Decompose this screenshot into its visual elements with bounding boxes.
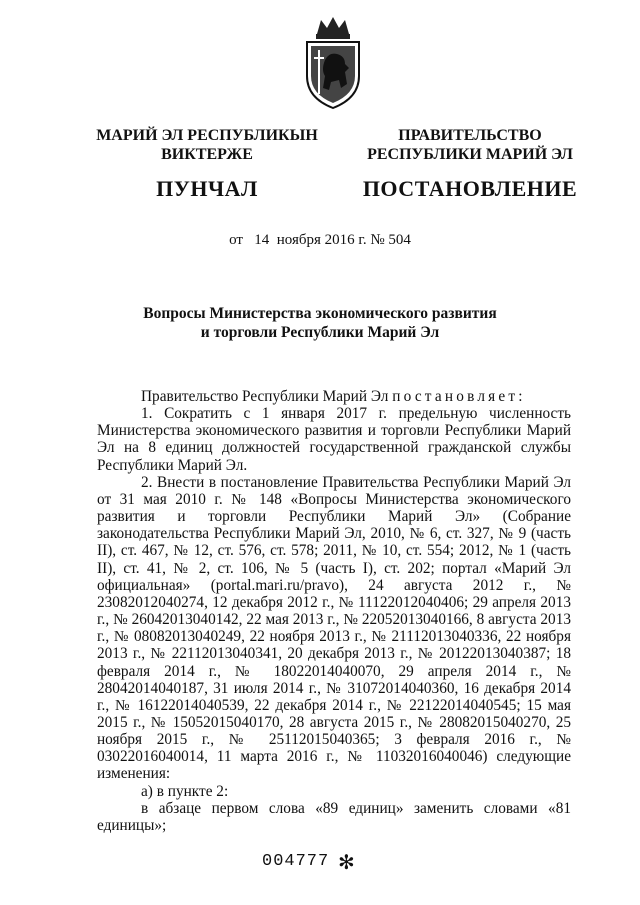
header-right-doc-type: ПОСТАНОВЛЕНИЕ bbox=[362, 176, 578, 201]
header-right-line2: РЕСПУБЛИКИ МАРИЙ ЭЛ bbox=[367, 146, 573, 163]
asterisk-mark-icon: ✻ bbox=[338, 852, 355, 874]
date-rest: ноября 2016 г. № 504 bbox=[276, 232, 411, 248]
header-left-line2: ВИКТЕРЖЕ bbox=[161, 146, 253, 163]
document-date bbox=[0, 232, 640, 249]
header-russian-block bbox=[345, 126, 595, 202]
date-prefix: от bbox=[229, 232, 243, 248]
paragraph-2: 2. Внести в постановление Правительства Республики Марий Эл от 31 мая 2010 г. № 148 «Вопросы Министерства экономического развития и торговли Республики Марий Эл» (Собрание законодательства Республики Марий Эл, 2010, № 6, ст. 327, № 9 (часть II), ст. 467, № 12, ст. 576, ст. 578; 2011, № 10, ст. 554; 2012, № 1 (часть II), ст. 41, № 2, ст. 106, № 5 (часть I), ст. 202; портал «Марий Эл официальная» (portal.mari.ru/pravo), 24 августа 2012 г., № 23082012040274, 12 декабря 2012 г., № 11122012040406; 29 апреля 2013 г., № 26042013040142, 22 мая 2013 г., № 22052013040166, 8 августа 2013 г., № 08082013040249, 22 ноября 2013 г., № 21112013040336, 22 ноября 2013 г., № 22112013040341, 20 декабря 2013 г., № 20122013040387; 18 февраля 2014 г., № 18022014040070, 29 апреля 2014 г., № 28042014040187, 31 июля 2014 г., № 31072014040360, 16 декабря 2014 г., № 16122014040539, 22 декабря 2014 г., № 22122014040545; 15 мая 2015 г., № 15052015040170, 28 августа 2015 г., № 28082015040270, 25 ноября 2015 г., № 25112015040365; 3 февраля 2016 г., № 03022016040014, 11 марта 2016 г., № 11032016040046) следующие изменения: bbox=[97, 473, 571, 783]
title-line1: Вопросы Министерства экономического развития bbox=[143, 305, 497, 322]
document-title bbox=[80, 304, 560, 342]
preamble bbox=[97, 388, 571, 405]
serial-number-stamp: 004777 bbox=[262, 852, 330, 871]
header-mari-block bbox=[82, 126, 332, 202]
preamble-decree-word: постановляет: bbox=[392, 388, 526, 405]
paragraph-4: в абзаце первом слова «89 единиц» заменить словами «81 единицы»; bbox=[97, 799, 571, 834]
header-left-doc-type: ПУНЧАЛ bbox=[156, 176, 258, 201]
title-line2: и торговли Республики Марий Эл bbox=[200, 324, 440, 341]
header-right-line1: ПРАВИТЕЛЬСТВО bbox=[398, 127, 542, 144]
preamble-text: Правительство Республики Марий Эл bbox=[141, 388, 393, 405]
coat-of-arms-icon bbox=[299, 14, 367, 110]
paragraph-3: а) в пункте 2: bbox=[141, 782, 229, 800]
paragraph-1: 1. Сократить с 1 января 2017 г. предельную численность Министерства экономического развития и торговли Республики Марий Эл на 8 единиц должностей государственной гражданской службы Республики Марий Эл. bbox=[97, 405, 571, 474]
header-left-line1: МАРИЙ ЭЛ РЕСПУБЛИКЫН bbox=[96, 127, 318, 144]
document-body bbox=[97, 388, 571, 834]
date-day: 14 bbox=[254, 232, 270, 248]
